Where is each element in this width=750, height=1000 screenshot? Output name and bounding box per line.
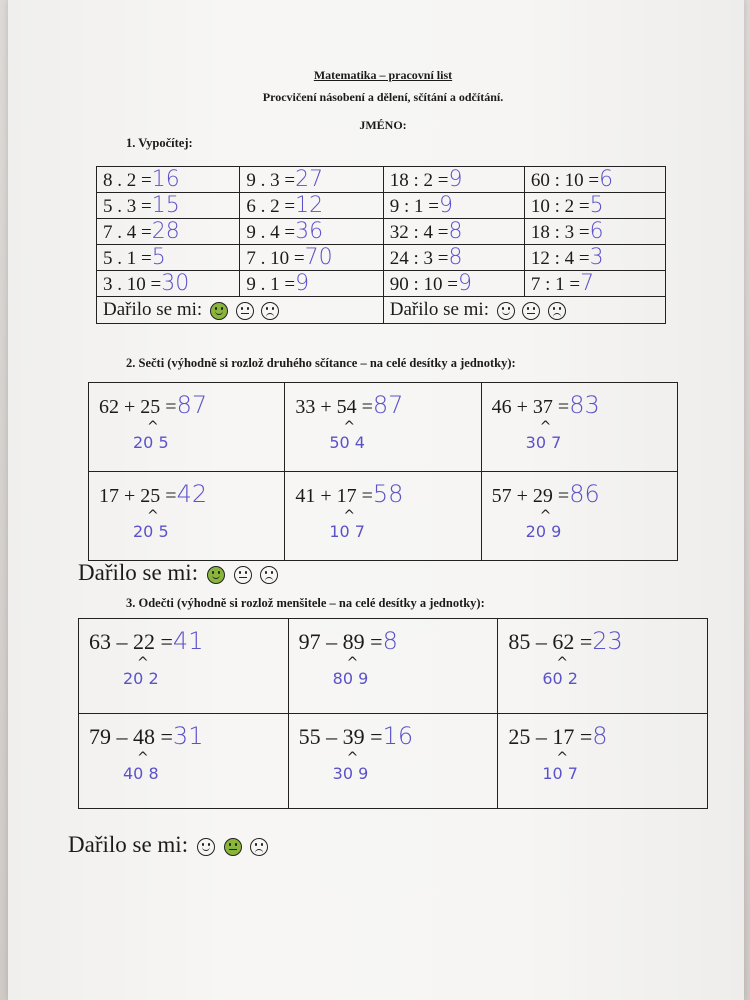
sad-face-icon[interactable] [250, 838, 268, 856]
exercise-question: 60 : 10 = [530, 170, 600, 191]
caret-mark: ^ [556, 750, 569, 766]
exercise-cell [481, 383, 677, 472]
handwritten-decomposition: 10 7 [329, 522, 365, 541]
feedback-label: Dařilo se mi: [103, 299, 203, 320]
exercise-question: 90 : 10 = [389, 274, 459, 295]
exercise-question: 24 : 3 = [389, 248, 449, 269]
exercise-question: 7 . 4 = [103, 222, 152, 243]
exercise-question: 62 + 25 = [99, 396, 177, 418]
table-row [97, 167, 666, 193]
worksheet-subtitle: Procvičení násobení a dělení, sčítání a odčítání. [262, 90, 504, 104]
exercise-question: 41 + 17 = [295, 485, 373, 507]
exercise-cell [383, 271, 524, 297]
exercise-question: 6 . 2 = [246, 196, 296, 217]
sad-face-icon[interactable] [261, 302, 279, 320]
handwritten-decomposition: 30 9 [332, 764, 369, 783]
handwritten-answer[interactable]: 27 [295, 167, 324, 192]
neutral-face-icon[interactable] [522, 302, 540, 320]
table-row [97, 271, 666, 297]
handwritten-answer[interactable]: 6 [589, 219, 604, 244]
happy-face-icon[interactable] [497, 302, 515, 320]
exercise-cell [79, 619, 289, 714]
handwritten-answer[interactable]: 31 [172, 722, 204, 750]
section2-heading: 2. Sečti (výhodně si rozlož druhého sčítance – na celé desítky a jednotky): [126, 356, 516, 370]
neutral-face-icon[interactable] [234, 566, 252, 584]
feedback-cell-left [97, 297, 384, 324]
handwritten-answer[interactable]: 86 [569, 480, 600, 508]
exercise-question: 79 – 48 = [89, 724, 173, 749]
handwritten-answer[interactable]: 5 [151, 245, 166, 270]
exercise-cell [498, 714, 708, 809]
exercise-cell [89, 472, 285, 561]
handwritten-answer[interactable]: 16 [382, 722, 414, 750]
table-row [97, 219, 666, 245]
handwritten-decomposition: 20 9 [525, 522, 562, 541]
exercise-question: 9 . 4 = [246, 222, 296, 243]
section2-feedback [78, 560, 278, 586]
handwritten-answer[interactable]: 42 [176, 480, 208, 508]
exercise-question: 57 + 29 = [491, 485, 570, 507]
feedback-label: Dařilo se mi: [389, 299, 489, 320]
exercise-question: 7 : 1 = [530, 274, 581, 295]
handwritten-answer[interactable]: 87 [176, 391, 208, 419]
exercise-question: 9 . 1 = [246, 274, 296, 295]
handwritten-answer[interactable]: 12 [295, 193, 324, 218]
exercise-question: 7 . 10 = [246, 248, 305, 269]
exercise-question: 55 – 39 = [298, 724, 383, 749]
exercise-cell [240, 271, 383, 297]
handwritten-answer[interactable]: 15 [151, 193, 180, 218]
exercise-cell [524, 193, 665, 219]
table-row [89, 383, 678, 472]
exercise-cell [240, 219, 383, 245]
caret-mark: ^ [343, 419, 356, 435]
handwritten-answer[interactable]: 8 [448, 219, 463, 244]
multiplication-division-table [96, 166, 666, 324]
table-row [97, 245, 666, 271]
handwritten-answer[interactable]: 30 [161, 271, 190, 296]
handwritten-decomposition: 30 7 [525, 433, 562, 452]
exercise-question: 25 – 17 = [508, 724, 593, 749]
caret-mark: ^ [539, 419, 552, 435]
neutral-face-icon[interactable] [236, 302, 254, 320]
handwritten-decomposition: 60 2 [542, 669, 578, 688]
handwritten-answer[interactable]: 87 [372, 391, 404, 419]
handwritten-answer[interactable]: 8 [382, 627, 398, 655]
exercise-question: 46 + 37 = [491, 396, 570, 418]
handwritten-answer[interactable]: 7 [580, 271, 595, 296]
exercise-cell [285, 472, 481, 561]
exercise-cell [288, 714, 498, 809]
exercise-question: 5 . 1 = [103, 248, 152, 269]
handwritten-decomposition: 40 8 [123, 764, 159, 783]
handwritten-answer[interactable]: 58 [372, 480, 404, 508]
exercise-question: 8 . 2 = [103, 170, 152, 191]
handwritten-answer[interactable]: 41 [172, 627, 204, 655]
handwritten-answer[interactable]: 23 [592, 627, 623, 655]
exercise-cell [383, 245, 524, 271]
exercise-cell [383, 167, 524, 193]
caret-mark: ^ [556, 655, 569, 671]
handwritten-answer[interactable]: 8 [592, 722, 608, 750]
handwritten-decomposition: 50 4 [329, 433, 365, 452]
exercise-cell [383, 193, 524, 219]
exercise-cell [498, 619, 708, 714]
table-row [79, 619, 708, 714]
handwritten-answer[interactable]: 8 [448, 245, 463, 270]
handwritten-answer[interactable]: 16 [151, 167, 180, 192]
happy-face-icon[interactable] [210, 302, 228, 320]
exercise-cell [97, 167, 240, 193]
exercise-cell [383, 219, 524, 245]
table-row [79, 714, 708, 809]
table-row [89, 472, 678, 561]
exercise-cell [240, 167, 383, 193]
exercise-question: 33 + 54 = [295, 396, 373, 418]
name-label: JMÉNO: [359, 118, 407, 132]
neutral-face-icon[interactable] [224, 838, 242, 856]
handwritten-answer[interactable]: 9 [458, 271, 473, 296]
worksheet-title: Matematika – pracovní list [313, 68, 453, 82]
handwritten-answer[interactable]: 6 [599, 167, 614, 192]
exercise-cell [97, 271, 240, 297]
exercise-question: 85 – 62 = [508, 629, 593, 654]
caret-mark: ^ [147, 508, 159, 524]
exercise-cell [240, 245, 383, 271]
exercise-cell [240, 193, 383, 219]
feedback-label: Dařilo se mi: [78, 560, 199, 585]
exercise-question: 12 : 4 = [530, 248, 590, 269]
handwritten-answer[interactable]: 9 [439, 193, 454, 218]
sad-face-icon[interactable] [548, 302, 566, 320]
exercise-question: 18 : 2 = [389, 170, 449, 191]
exercise-question: 32 : 4 = [389, 222, 449, 243]
subtraction-table [78, 618, 708, 809]
handwritten-answer[interactable]: 28 [151, 219, 180, 244]
exercise-question: 9 : 1 = [389, 196, 440, 217]
handwritten-answer[interactable]: 5 [589, 193, 604, 218]
handwritten-answer[interactable]: 9 [448, 167, 463, 192]
exercise-cell [97, 245, 240, 271]
exercise-question: 5 . 3 = [103, 196, 152, 217]
caret-mark: ^ [346, 655, 359, 671]
exercise-question: 3 . 10 = [103, 274, 162, 295]
exercise-question: 63 – 22 = [89, 629, 173, 654]
exercise-cell [79, 714, 289, 809]
exercise-cell [288, 619, 498, 714]
exercise-cell [524, 219, 665, 245]
exercise-cell [524, 245, 665, 271]
handwritten-decomposition: 10 7 [542, 764, 578, 783]
exercise-cell [97, 193, 240, 219]
handwritten-answer[interactable]: 70 [304, 245, 333, 270]
feedback-cell-right [383, 297, 665, 324]
caret-mark: ^ [137, 655, 149, 671]
caret-mark: ^ [346, 750, 359, 766]
happy-face-icon[interactable] [207, 566, 225, 584]
exercise-cell [285, 383, 481, 472]
feedback-label: Dařilo se mi: [68, 832, 189, 857]
section1-heading: 1. Vypočítej: [126, 136, 193, 150]
sad-face-icon[interactable] [260, 566, 278, 584]
handwritten-decomposition: 20 5 [133, 433, 169, 452]
exercise-cell [524, 167, 665, 193]
handwritten-answer[interactable]: 83 [569, 391, 600, 419]
handwritten-answer[interactable]: 3 [589, 245, 604, 270]
handwritten-answer[interactable]: 36 [295, 219, 324, 244]
exercise-question: 97 – 89 = [298, 629, 383, 654]
exercise-cell [89, 383, 285, 472]
caret-mark: ^ [137, 750, 149, 766]
handwritten-answer[interactable]: 9 [295, 271, 310, 296]
exercise-question: 18 : 3 = [530, 222, 590, 243]
caret-mark: ^ [539, 508, 552, 524]
table-row [97, 193, 666, 219]
handwritten-decomposition: 80 9 [332, 669, 369, 688]
addition-table [88, 382, 678, 561]
exercise-question: 9 . 3 = [246, 170, 296, 191]
exercise-cell [481, 472, 677, 561]
worksheet-paper [8, 0, 744, 1000]
caret-mark: ^ [147, 419, 159, 435]
exercise-cell [97, 219, 240, 245]
handwritten-decomposition: 20 2 [123, 669, 159, 688]
section3-feedback [68, 832, 268, 858]
handwritten-decomposition: 20 5 [133, 522, 169, 541]
exercise-cell [524, 271, 665, 297]
exercise-question: 10 : 2 = [530, 196, 590, 217]
section3-heading: 3. Odečti (výhodně si rozlož menšitele – na celé desítky a jednotky): [126, 596, 485, 610]
exercise-question: 17 + 25 = [99, 485, 177, 507]
happy-face-icon[interactable] [197, 838, 215, 856]
caret-mark: ^ [343, 508, 356, 524]
